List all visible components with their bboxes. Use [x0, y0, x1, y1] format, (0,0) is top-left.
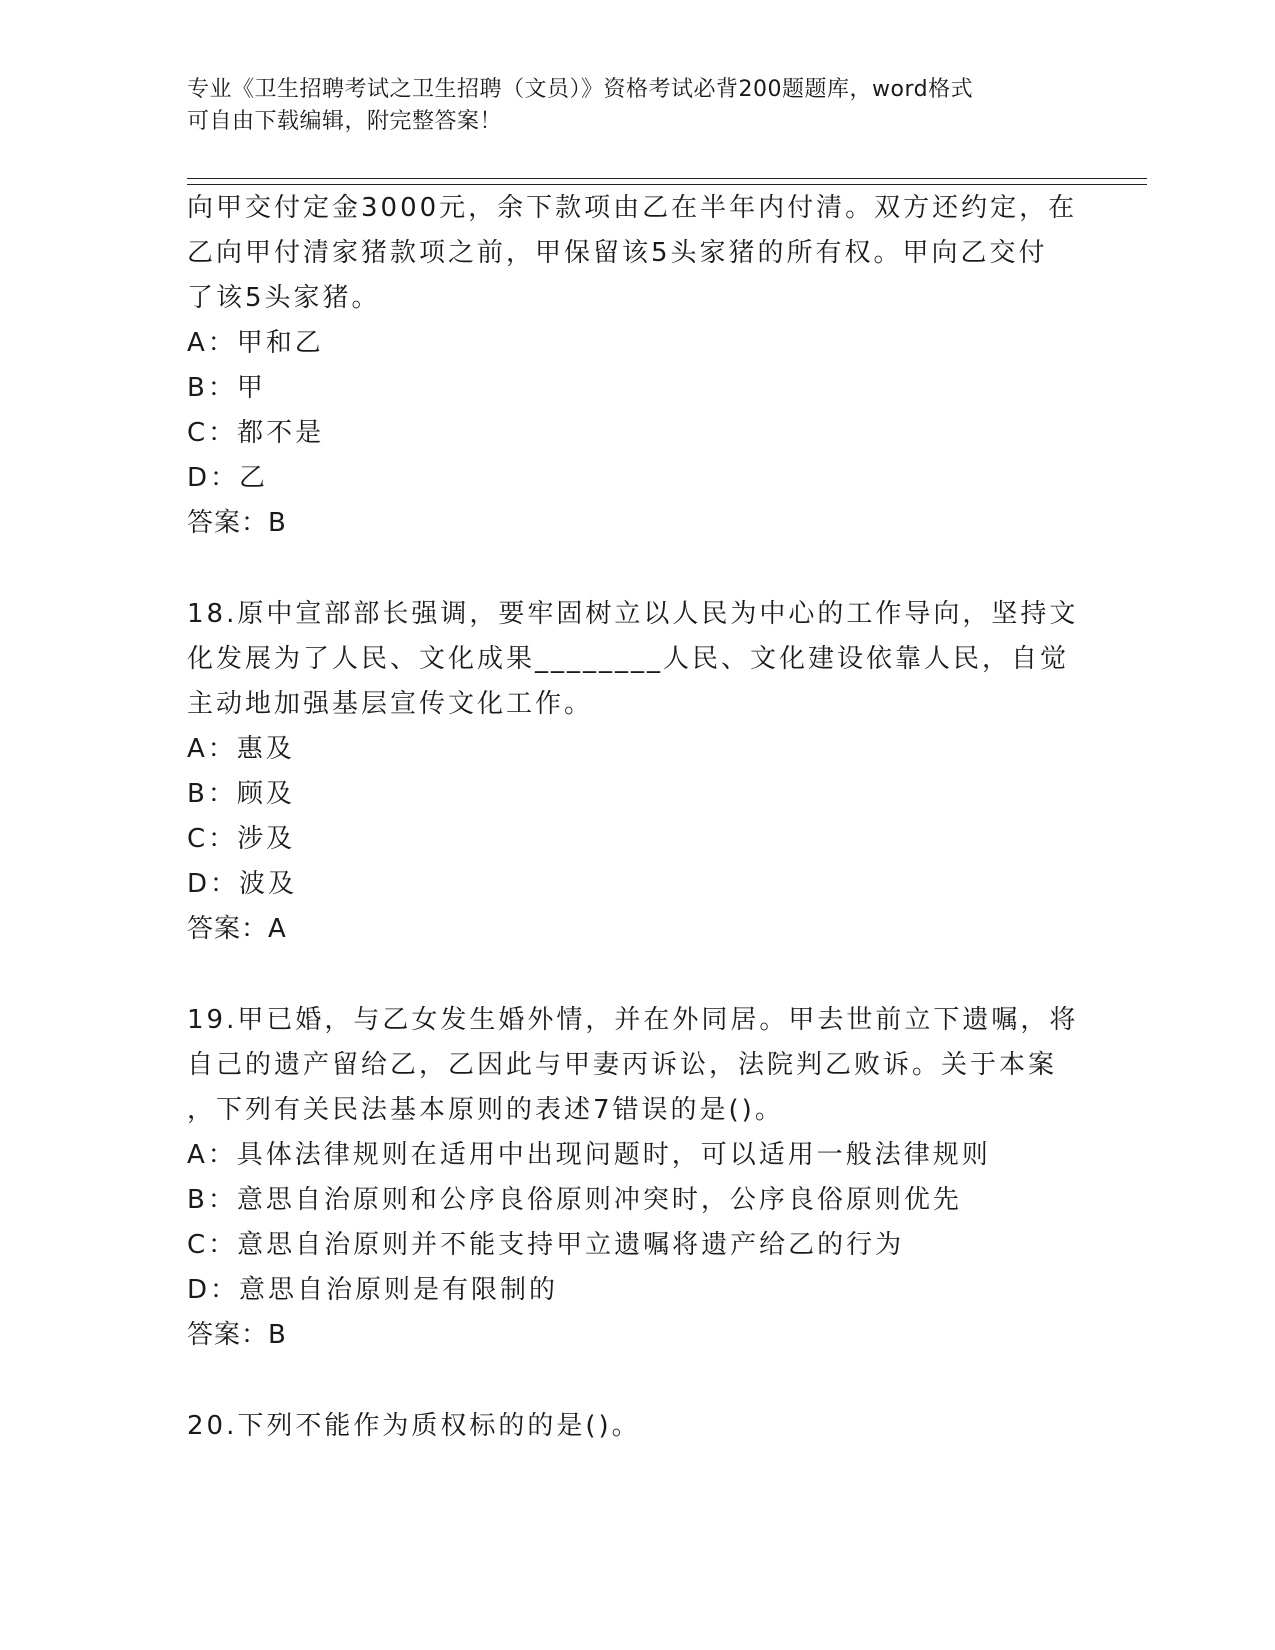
- option-b: B：甲: [187, 373, 266, 403]
- stem-line: ，下列有关民法基本原则的表述7错误的是()。: [187, 1095, 784, 1125]
- question-stem: [187, 1404, 1087, 1449]
- option-d: D：波及: [187, 869, 298, 899]
- stem-line: 主动地加强基层宣传文化工作。: [187, 689, 594, 719]
- header-divider-top: [187, 178, 1147, 179]
- header-divider-bottom: [187, 184, 1147, 185]
- option-a: A：惠及: [187, 734, 295, 764]
- header-title-line-2: 可自由下载编辑，附完整答案！: [187, 109, 503, 134]
- question-stem: [187, 592, 1087, 727]
- answer: 答案：B: [187, 508, 287, 538]
- stem-line: 乙向甲付清家猪款项之前，甲保留该5头家猪的所有权。甲向乙交付: [187, 238, 1048, 268]
- stem-line: 自己的遗产留给乙，乙因此与甲妻丙诉讼，法院判乙败诉。关于本案: [187, 1050, 1058, 1080]
- header-title-line-1: 专业《卫生招聘考试之卫生招聘（文员）》资格考试必背200题题库，word格式: [187, 77, 974, 102]
- option-d: D：乙: [187, 463, 269, 493]
- question-stem: [187, 998, 1087, 1133]
- option-d: D：意思自治原则是有限制的: [187, 1275, 559, 1305]
- question-stem: [187, 186, 1087, 321]
- option-c: C：意思自治原则并不能支持甲立遗嘱将遗产给乙的行为: [187, 1230, 905, 1260]
- answer: 答案：B: [187, 1320, 287, 1350]
- option-c: C：都不是: [187, 418, 325, 448]
- question-list: [187, 186, 1087, 1449]
- stem-line: 19.甲已婚，与乙女发生婚外情，并在外同居。甲去世前立下遗嘱，将: [187, 1005, 1079, 1035]
- question-18: [187, 592, 1087, 952]
- question-20: [187, 1404, 1087, 1449]
- stem-line: 18.原中宣部部长强调，要牢固树立以人民为中心的工作导向，坚持文: [187, 599, 1079, 629]
- spacer: [187, 952, 1087, 998]
- stem-line: 了该5头家猪。: [187, 283, 381, 313]
- option-a: A：甲和乙: [187, 328, 324, 358]
- option-c: C：涉及: [187, 824, 296, 854]
- stem-line: 20.下列不能作为质权标的的是()。: [187, 1411, 641, 1441]
- document-header: [187, 74, 1067, 138]
- spacer: [187, 1358, 1087, 1404]
- stem-line: 向甲交付定金3000元，余下款项由乙在半年内付清。双方还约定，在: [187, 193, 1078, 223]
- stem-line: 化发展为了人民、文化成果________人民、文化建设依靠人民，自觉: [187, 644, 1070, 674]
- option-b: B：意思自治原则和公序良俗原则冲突时，公序良俗原则优先: [187, 1185, 962, 1215]
- question-17: [187, 186, 1087, 546]
- option-b: B：顾及: [187, 779, 295, 809]
- spacer: [187, 546, 1087, 592]
- answer: 答案：A: [187, 914, 287, 944]
- question-19: [187, 998, 1087, 1358]
- option-a: A：具体法律规则在适用中出现问题时，可以适用一般法律规则: [187, 1140, 991, 1170]
